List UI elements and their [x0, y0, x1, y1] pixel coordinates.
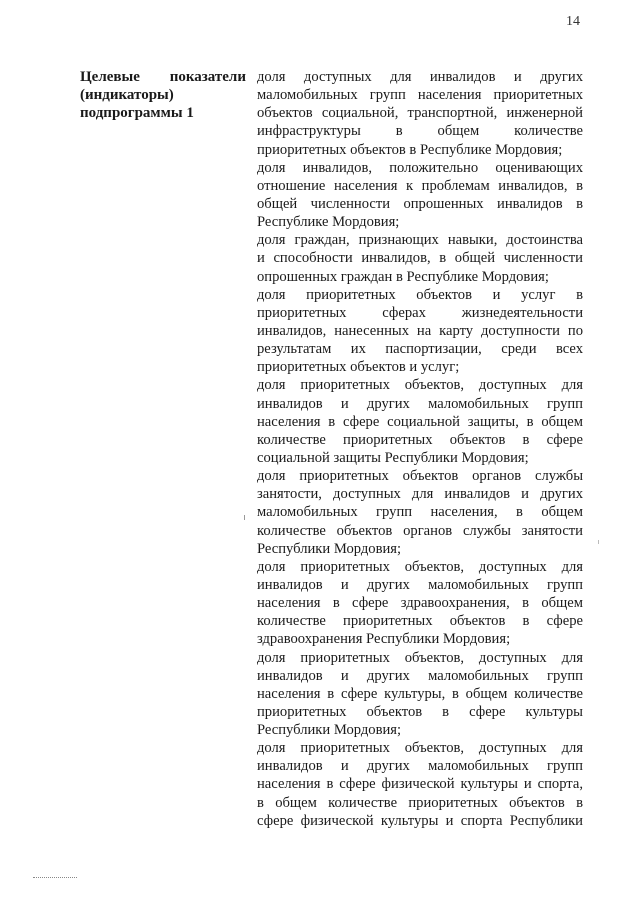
indicator-text-line: доля доступных для инвалидов и других	[257, 69, 583, 85]
indicators-text	[257, 68, 583, 830]
indicator-text-line: приоритетных объектов и услуг;	[257, 359, 460, 376]
indicator-text-line: инфраструктуры в общем количестве	[257, 123, 583, 140]
label-line-1	[80, 68, 246, 86]
indicator-text-line: социальной защиты Республики Мордовия;	[257, 449, 529, 466]
scan-artifact-mark	[598, 540, 599, 544]
indicator-text-line: доля инвалидов, положительно оценивающих	[257, 159, 583, 176]
indicators-label	[80, 68, 246, 122]
scan-artifact-line	[33, 877, 77, 879]
page-number: 14	[566, 14, 580, 29]
indicator-text-line: населения в сфере здравоохранения, в общем	[257, 595, 583, 612]
indicator-text-line: общей численности опрошенных инвалидов в	[257, 195, 583, 212]
indicator-text-line: сфере физической культуры и спорта Республики	[257, 812, 583, 829]
indicator-text-line: объектов социальной, транспортной, инженерной	[257, 105, 583, 122]
indicator-text-line: инвалидов и других маломобильных групп	[257, 758, 583, 775]
label-line-3: подпрограммы 1	[80, 105, 194, 121]
indicator-text-line: доля приоритетных объектов, доступных для	[257, 649, 583, 666]
indicator-text-line: населения в сфере культуры, в общем количестве	[257, 685, 583, 702]
indicator-text-line: инвалидов, нанесенных на карту доступности по	[257, 322, 583, 339]
indicator-text-line: Республики Мордовия;	[257, 722, 402, 739]
indicator-text-line: маломобильных групп населения приоритетных	[257, 87, 583, 104]
indicator-text-line: инвалидов и других маломобильных групп	[257, 395, 583, 412]
indicator-text-line: доля приоритетных объектов, доступных для	[257, 558, 583, 575]
indicator-text-line: приоритетных сферах жизнедеятельности	[257, 304, 583, 321]
indicator-text-line: приоритетных объектов в Республике Мордовия;	[257, 141, 563, 158]
indicator-text-line: доля приоритетных объектов, доступных для	[257, 377, 583, 394]
label-word-indicators: показатели	[169, 69, 246, 85]
indicator-text-line: населения в сфере физической культуры и спорта,	[257, 776, 583, 793]
indicator-text-line: результатам их паспортизации, среди всех	[257, 341, 583, 358]
label-line-2: (индикаторы)	[80, 87, 174, 103]
indicator-text-line: опрошенных граждан в Республике Мордовия;	[257, 268, 549, 285]
indicator-text-line: доля приоритетных объектов органов службы	[257, 468, 583, 485]
indicator-text-line: инвалидов и других маломобильных групп	[257, 576, 583, 593]
indicator-text-line: доля граждан, признающих навыки, достоинства	[257, 232, 583, 249]
indicator-text-line: доля приоритетных объектов и услуг в	[257, 286, 583, 303]
indicator-text-line: отношение населения к проблемам инвалидов, в	[257, 177, 583, 194]
indicator-text-line: в общем количестве приоритетных объектов в	[257, 794, 583, 811]
scan-artifact-mark	[244, 515, 245, 520]
indicator-text-line: занятости, доступных для инвалидов и других	[257, 486, 583, 503]
indicator-text-line: приоритетных объектов в сфере культуры	[257, 703, 583, 720]
indicator-text-line: количестве объектов органов службы занятости	[257, 522, 583, 539]
indicator-text-line: количестве приоритетных объектов в сфере	[257, 613, 583, 630]
indicator-text-line: Республики Мордовия;	[257, 540, 402, 557]
indicator-text-line: и способности инвалидов, в общей численности	[257, 250, 583, 267]
indicator-text-line: Республике Мордовия;	[257, 214, 400, 231]
indicator-text-line: населения в сфере социальной защиты, в общем	[257, 413, 583, 430]
indicator-text-line: доля приоритетных объектов, доступных для	[257, 740, 583, 757]
label-word-target: Целевые	[80, 69, 140, 85]
indicator-text-line: здравоохранения Республики Мордовия;	[257, 631, 511, 648]
indicator-text-line: маломобильных групп населения, в общем	[257, 504, 583, 521]
indicator-text-line: инвалидов и других маломобильных групп	[257, 667, 583, 684]
indicator-text-line: количестве приоритетных объектов в сфере	[257, 431, 583, 448]
